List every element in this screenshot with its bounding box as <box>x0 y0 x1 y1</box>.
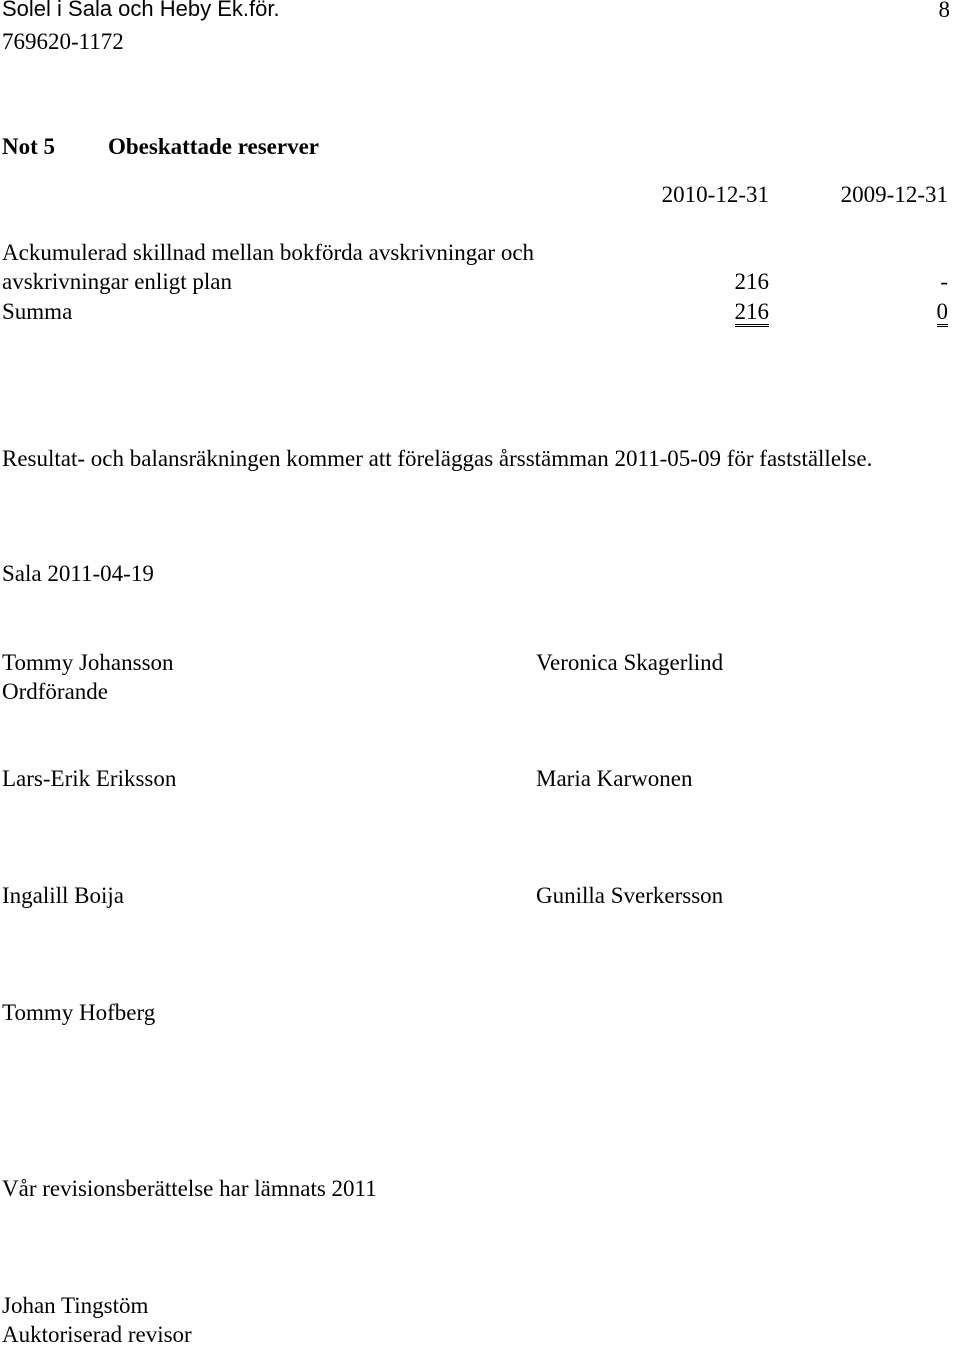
company-name: Solel i Sala och Heby Ek.för. <box>2 0 280 21</box>
note-title: Obeskattade reserver <box>108 134 319 159</box>
row-value-2009: - <box>940 269 948 294</box>
signatory-name: Lars-Erik Eriksson <box>2 766 177 791</box>
signatory-name: Gunilla Sverkersson <box>536 883 724 908</box>
signatory-name: Ingalill Boija <box>2 883 125 908</box>
column-header-2009: 2009-12-31 <box>840 182 948 207</box>
signatory-role: Ordförande <box>2 679 109 704</box>
sum-value-2010: 216 <box>735 299 770 327</box>
signatory-name: Tommy Johansson <box>2 650 174 675</box>
sum-label: Summa <box>2 299 73 324</box>
adoption-statement: Resultat- och balansräkningen kommer att föreläggas årsstämman 2011-05-09 för fastställelse. <box>2 446 873 471</box>
signatory-name: Maria Karwonen <box>536 766 693 791</box>
signatory-name: Veronica Skagerlind <box>536 650 724 675</box>
row-label-line2: avskrivningar enligt plan <box>2 269 232 294</box>
org-number: 769620-1172 <box>2 29 124 54</box>
signatory-name: Tommy Hofberg <box>2 1000 156 1025</box>
row-value-2010: 216 <box>734 269 769 294</box>
row-label-line1: Ackumulerad skillnad mellan bokförda avskrivningar och <box>2 240 535 265</box>
sum-value-2009: 0 <box>937 299 949 327</box>
audit-statement: Vår revisionsberättelse har lämnats 2011 <box>2 1176 377 1201</box>
page-number: 8 <box>938 0 950 22</box>
column-header-2010: 2010-12-31 <box>661 182 769 207</box>
place-date: Sala 2011-04-19 <box>2 561 154 586</box>
auditor-title: Auktoriserad revisor <box>2 1322 192 1347</box>
auditor-name: Johan Tingstöm <box>2 1293 149 1318</box>
note-label: Not 5 <box>2 134 56 159</box>
